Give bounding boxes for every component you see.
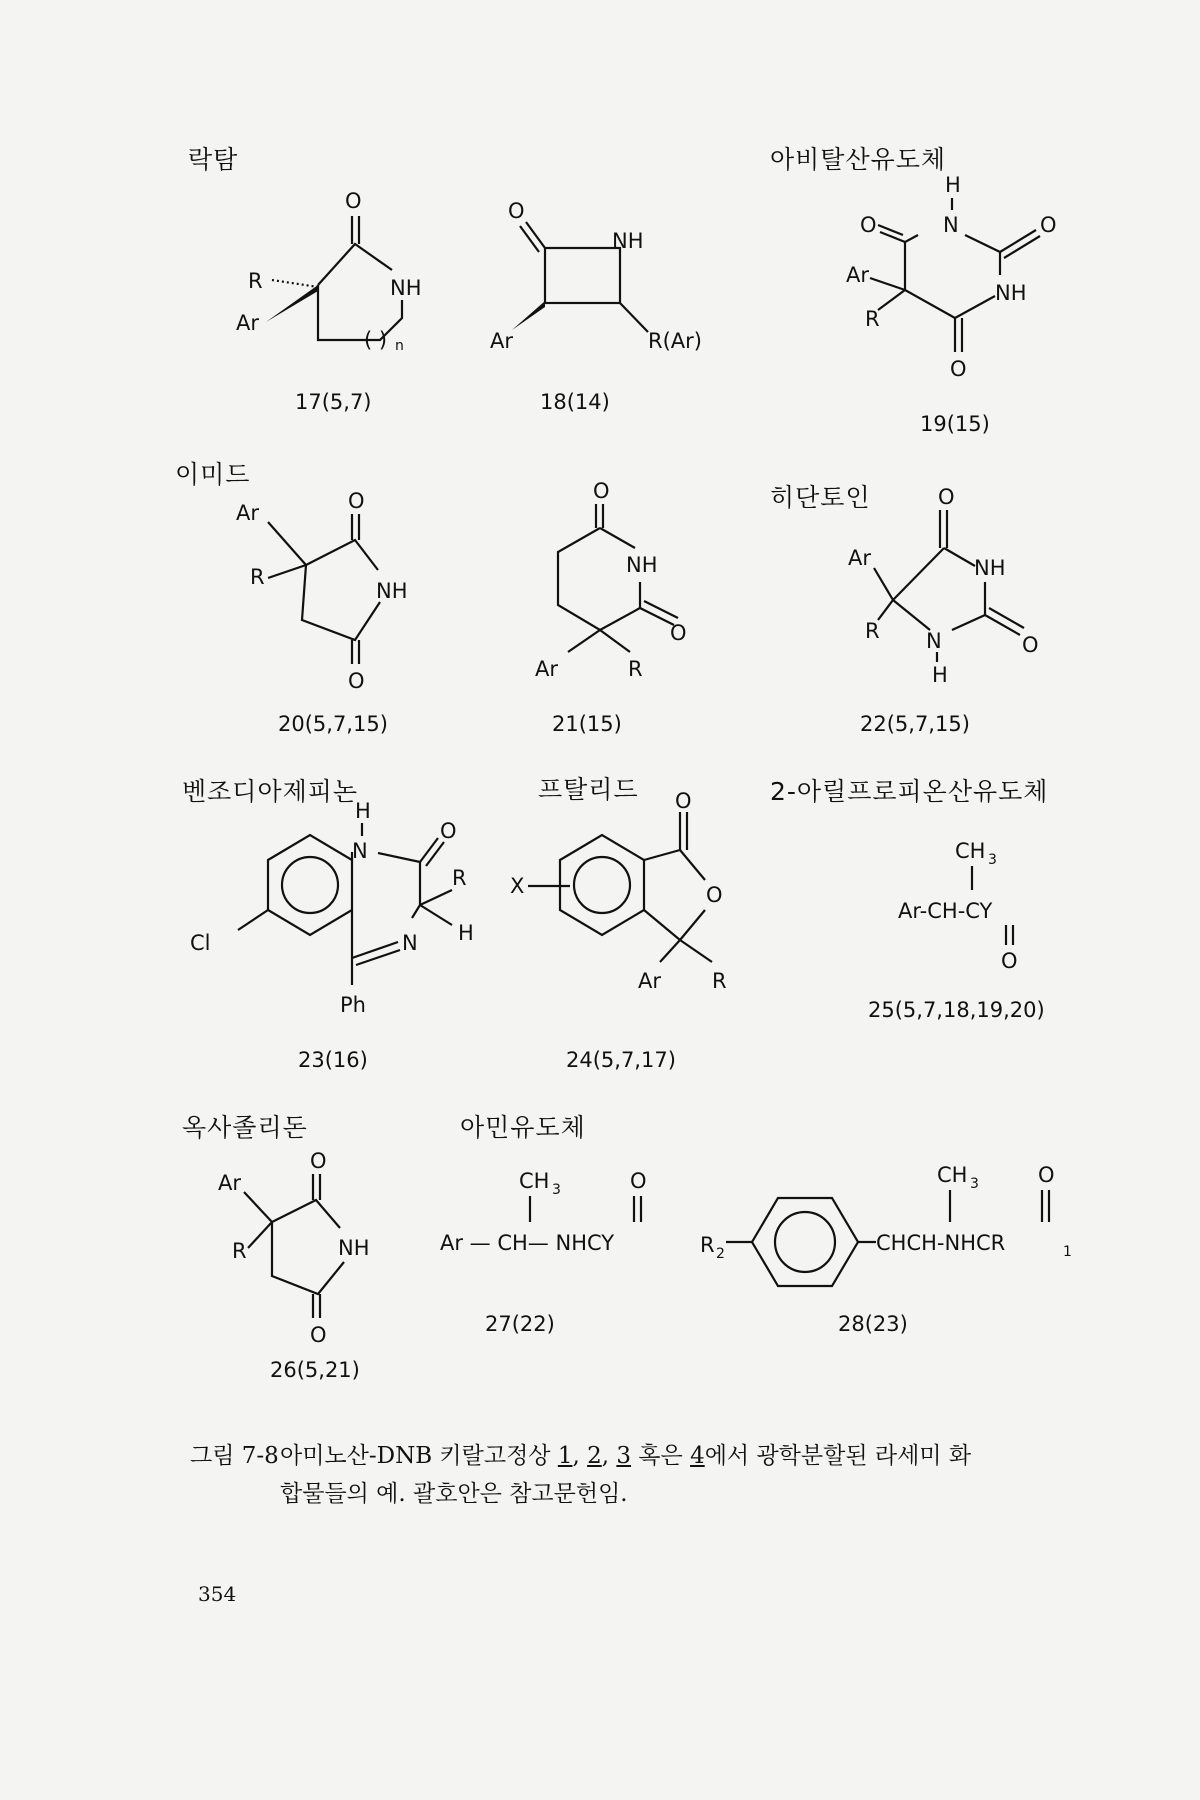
section-label-amine: 아민유도체 (460, 1113, 586, 1142)
svg-text:3: 3 (988, 852, 997, 868)
svg-text:R: R (865, 619, 880, 643)
section-label-oxazolidone: 옥사졸리돈 (182, 1113, 308, 1142)
caption-text-mid: 혹은 (631, 1443, 691, 1469)
section-label-imide: 이미드 (175, 460, 251, 489)
svg-text:Ar — CH— NHCY: Ar — CH— NHCY (440, 1231, 615, 1255)
structure-21 (535, 479, 687, 681)
svg-text:O: O (1038, 1163, 1055, 1187)
svg-text:Ar: Ar (638, 969, 661, 993)
compound-caption-19: 19(15) (920, 412, 990, 436)
section-label-barbiturate: 아비탈산유도체 (770, 145, 947, 174)
svg-text:n: n (395, 338, 404, 354)
svg-text:NH: NH (626, 553, 658, 577)
svg-text:R: R (865, 307, 880, 331)
section-label-benzodiazepinone: 벤조디아제피논 (182, 777, 359, 806)
caption-sep-2: , (601, 1443, 617, 1469)
ref-1: 1 (557, 1443, 573, 1469)
structure-26 (218, 1149, 370, 1347)
svg-text:O: O (630, 1169, 647, 1193)
svg-text:R: R (232, 1239, 247, 1263)
svg-text:R: R (700, 1233, 715, 1257)
svg-text:R: R (452, 866, 467, 890)
svg-text:NH: NH (995, 281, 1027, 305)
structure-17 (236, 189, 422, 354)
svg-text:3: 3 (970, 1176, 979, 1192)
svg-text:N: N (943, 213, 959, 237)
svg-text:O: O (345, 189, 362, 213)
svg-text:NH: NH (390, 276, 422, 300)
figure-caption (190, 1437, 1090, 1513)
svg-text:3: 3 (552, 1182, 561, 1198)
structure-18 (490, 199, 702, 353)
svg-text:O: O (348, 489, 365, 513)
figure-caption-line1 (190, 1437, 1090, 1475)
figure-number: 그림 7-8 (190, 1443, 279, 1469)
svg-text:CH: CH (937, 1163, 968, 1187)
svg-text:R: R (712, 969, 727, 993)
svg-text:Ar: Ar (218, 1171, 241, 1195)
svg-text:O: O (440, 819, 457, 843)
svg-text:NH: NH (974, 556, 1006, 580)
section-label-phthalide: 프탈리드 (538, 775, 639, 804)
svg-text:N: N (352, 839, 368, 863)
compound-caption-27: 27(22) (485, 1312, 555, 1336)
structure-28 (700, 1163, 1072, 1286)
compound-caption-21: 21(15) (552, 712, 622, 736)
svg-text:X: X (510, 874, 525, 898)
compound-caption-22: 22(5,7,15) (860, 712, 970, 736)
svg-text:N: N (926, 629, 942, 653)
svg-text:O: O (1001, 949, 1018, 973)
structure-22 (848, 485, 1039, 687)
ref-4: 4 (690, 1443, 705, 1469)
svg-text:R(Ar): R(Ar) (648, 329, 702, 353)
compound-caption-26: 26(5,21) (270, 1358, 360, 1382)
structure-20 (236, 489, 408, 693)
ref-3: 3 (616, 1443, 631, 1469)
svg-text:NH: NH (338, 1236, 370, 1260)
svg-text:R: R (248, 269, 263, 293)
compound-caption-20: 20(5,7,15) (278, 712, 388, 736)
svg-text:Cl: Cl (190, 931, 211, 955)
section-label-hydantoin: 히단토인 (770, 483, 871, 512)
section-label-arylpropionic: 2-아릴프로피온산유도체 (770, 777, 1049, 806)
svg-text:H: H (945, 173, 961, 197)
structure-23 (190, 799, 474, 1017)
caption-text-post: 에서 광학분할된 라세미 화 (704, 1443, 972, 1469)
compound-caption-23: 23(16) (298, 1048, 368, 1072)
svg-text:O: O (508, 199, 525, 223)
svg-text:O: O (860, 213, 877, 237)
page-number: 354 (198, 1582, 237, 1606)
svg-text:H: H (932, 663, 948, 687)
svg-text:NH: NH (612, 229, 644, 253)
svg-text:O: O (348, 669, 365, 693)
svg-text:NH: NH (376, 579, 408, 603)
svg-text:O: O (706, 883, 723, 907)
svg-text:H: H (355, 799, 371, 823)
svg-text:Ar: Ar (490, 329, 513, 353)
structure-24 (510, 789, 727, 993)
svg-text:O: O (310, 1323, 327, 1347)
compound-caption-25: 25(5,7,18,19,20) (868, 998, 1045, 1022)
svg-text:CH: CH (519, 1169, 550, 1193)
svg-text:1: 1 (1063, 1244, 1072, 1260)
svg-text:N: N (402, 931, 418, 955)
structure-25 (898, 839, 1018, 973)
figure-caption-line2: 합물들의 예. 괄호안은 참고문헌임. (280, 1481, 628, 1507)
svg-text:O: O (1040, 213, 1057, 237)
svg-text:O: O (675, 789, 692, 813)
caption-text-pre: 아미노산-DNB 키랄고정상 (280, 1443, 558, 1469)
svg-text:H: H (458, 921, 474, 945)
compound-caption-17: 17(5,7) (295, 390, 372, 414)
svg-text:CH: CH (955, 839, 986, 863)
svg-text:O: O (950, 357, 967, 381)
svg-text:O: O (670, 621, 687, 645)
svg-text:2: 2 (716, 1246, 725, 1262)
svg-text:O: O (310, 1149, 327, 1173)
svg-text:Ar: Ar (848, 546, 871, 570)
svg-text:Ar: Ar (535, 657, 558, 681)
ref-2: 2 (587, 1443, 602, 1469)
compound-caption-24: 24(5,7,17) (566, 1048, 676, 1072)
structure-27 (440, 1169, 647, 1255)
svg-text:( ): ( ) (364, 328, 388, 352)
structure-19 (846, 173, 1057, 381)
svg-text:O: O (1022, 633, 1039, 657)
svg-text:R: R (628, 657, 643, 681)
compound-caption-28: 28(23) (838, 1312, 908, 1336)
svg-text:R: R (250, 565, 265, 589)
svg-text:Ph: Ph (340, 993, 366, 1017)
svg-text:O: O (938, 485, 955, 509)
svg-text:Ar: Ar (236, 501, 259, 525)
svg-text:Ar: Ar (236, 311, 259, 335)
svg-text:CHCH-NHCR: CHCH-NHCR (876, 1231, 1006, 1255)
compound-caption-18: 18(14) (540, 390, 610, 414)
caption-sep-1: , (572, 1443, 588, 1469)
svg-text:Ar: Ar (846, 263, 869, 287)
section-label-lactam: 락탐 (188, 145, 239, 174)
svg-text:O: O (593, 479, 610, 503)
svg-text:Ar-CH-CY: Ar-CH-CY (898, 899, 993, 923)
